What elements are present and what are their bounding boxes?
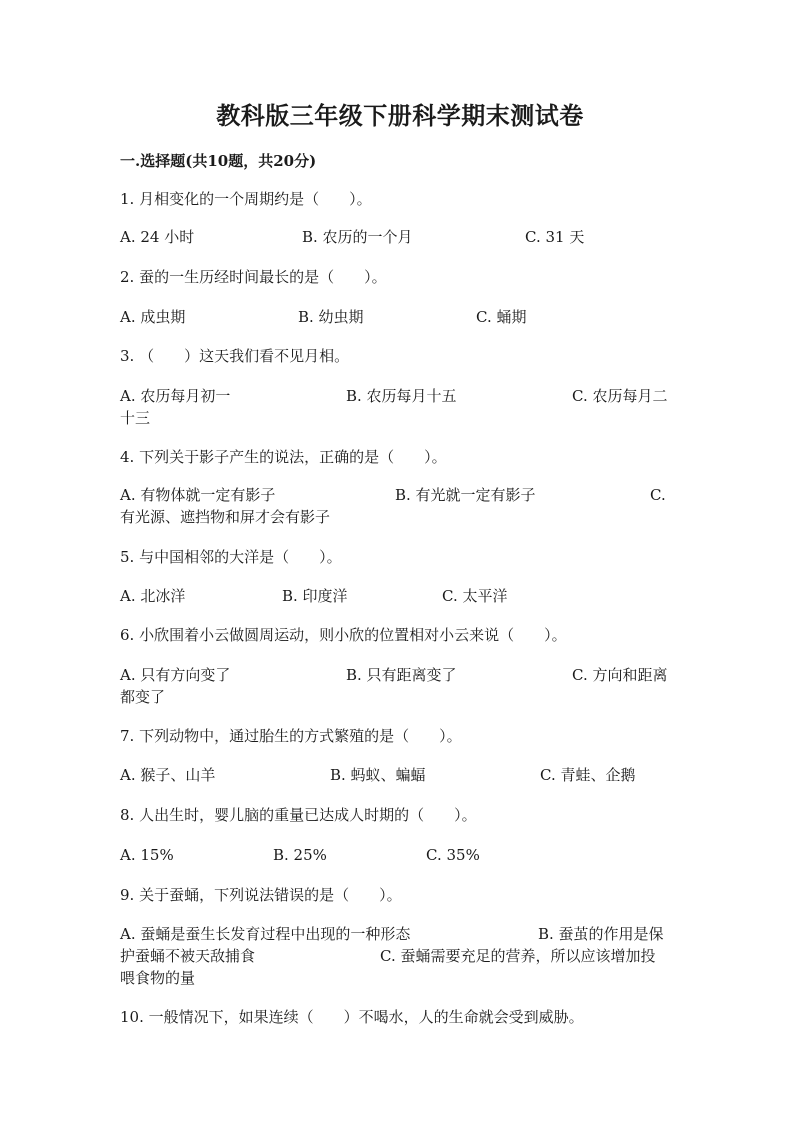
question-3-options (120, 385, 670, 429)
option-c: C. 蛹期 (476, 308, 527, 326)
option-b: B. 蚕茧的作用是保 (538, 925, 664, 943)
option-b-continued: 护蚕蛹不被天敌捕食 (120, 947, 256, 965)
question-5-options (120, 585, 680, 607)
option-b: B. 农历的一个月 (302, 228, 413, 246)
question-3: 3. （ ）这天我们看不见月相。 (120, 347, 350, 365)
section-heading: 一.选择题(共10题，共20分) (120, 152, 317, 170)
option-a: A. 猴子、山羊 (120, 766, 216, 784)
option-c: C. (650, 486, 666, 504)
question-6-options (120, 664, 670, 708)
option-c: C. 农历每月二 (572, 387, 668, 405)
question-9-options (120, 923, 670, 989)
question-4: 4. 下列关于影子产生的说法，正确的是（ ）。 (120, 448, 447, 466)
question-10: 10. 一般情况下，如果连续（ ）不喝水，人的生命就会受到威胁。 (120, 1008, 584, 1026)
question-1: 1. 月相变化的一个周期约是（ ）。 (120, 190, 372, 208)
option-c-continued: 十三 (120, 409, 151, 427)
option-c-continued: 有光源、遮挡物和屏才会有影子 (120, 508, 331, 526)
question-2-options (120, 306, 680, 328)
option-c: C. 方向和距离 (572, 666, 668, 684)
option-b: B. 印度洋 (282, 587, 348, 605)
option-c: C. 太平洋 (442, 587, 508, 605)
question-8-options (120, 844, 680, 866)
question-9: 9. 关于蚕蛹，下列说法错误的是（ ）。 (120, 886, 402, 904)
page-title: 教科版三年级下册科学期末测试卷 (216, 101, 584, 130)
option-b: B. 幼虫期 (298, 308, 364, 326)
option-b: B. 农历每月十五 (346, 387, 457, 405)
option-b: B. 只有距离变了 (346, 666, 457, 684)
question-5: 5. 与中国相邻的大洋是（ ）。 (120, 548, 342, 566)
question-8: 8. 人出生时，婴儿脑的重量已达成人时期的（ ）。 (120, 806, 477, 824)
question-4-options (120, 484, 670, 528)
option-a: A. 有物体就一定有影子 (120, 486, 276, 504)
option-a: A. 蚕蛹是蚕生长发育过程中出现的一种形态 (120, 925, 411, 943)
option-c: C. 蚕蛹需要充足的营养，所以应该增加投 (380, 947, 656, 965)
option-c-continued: 都变了 (120, 688, 166, 706)
option-a: A. 只有方向变了 (120, 666, 231, 684)
option-b: B. 25% (273, 846, 327, 864)
option-a: A. 15% (120, 846, 174, 864)
option-c-continued: 喂食物的量 (120, 969, 196, 987)
option-a: A. 北冰洋 (120, 587, 186, 605)
question-1-options (120, 226, 680, 248)
question-7-options (120, 764, 680, 786)
option-c: C. 31 天 (525, 228, 585, 246)
option-b: B. 有光就一定有影子 (395, 486, 536, 504)
question-7: 7. 下列动物中，通过胎生的方式繁殖的是（ ）。 (120, 727, 462, 745)
option-c: C. 青蛙、企鹅 (540, 766, 636, 784)
question-2: 2. 蚕的一生历经时间最长的是（ ）。 (120, 268, 387, 286)
option-b: B. 蚂蚁、蝙蝠 (330, 766, 426, 784)
option-a: A. 农历每月初一 (120, 387, 231, 405)
option-a: A. 成虫期 (120, 308, 186, 326)
option-a: A. 24 小时 (120, 228, 195, 246)
option-c: C. 35% (426, 846, 480, 864)
question-6: 6. 小欣围着小云做圆周运动，则小欣的位置相对小云来说（ ）。 (120, 626, 567, 644)
